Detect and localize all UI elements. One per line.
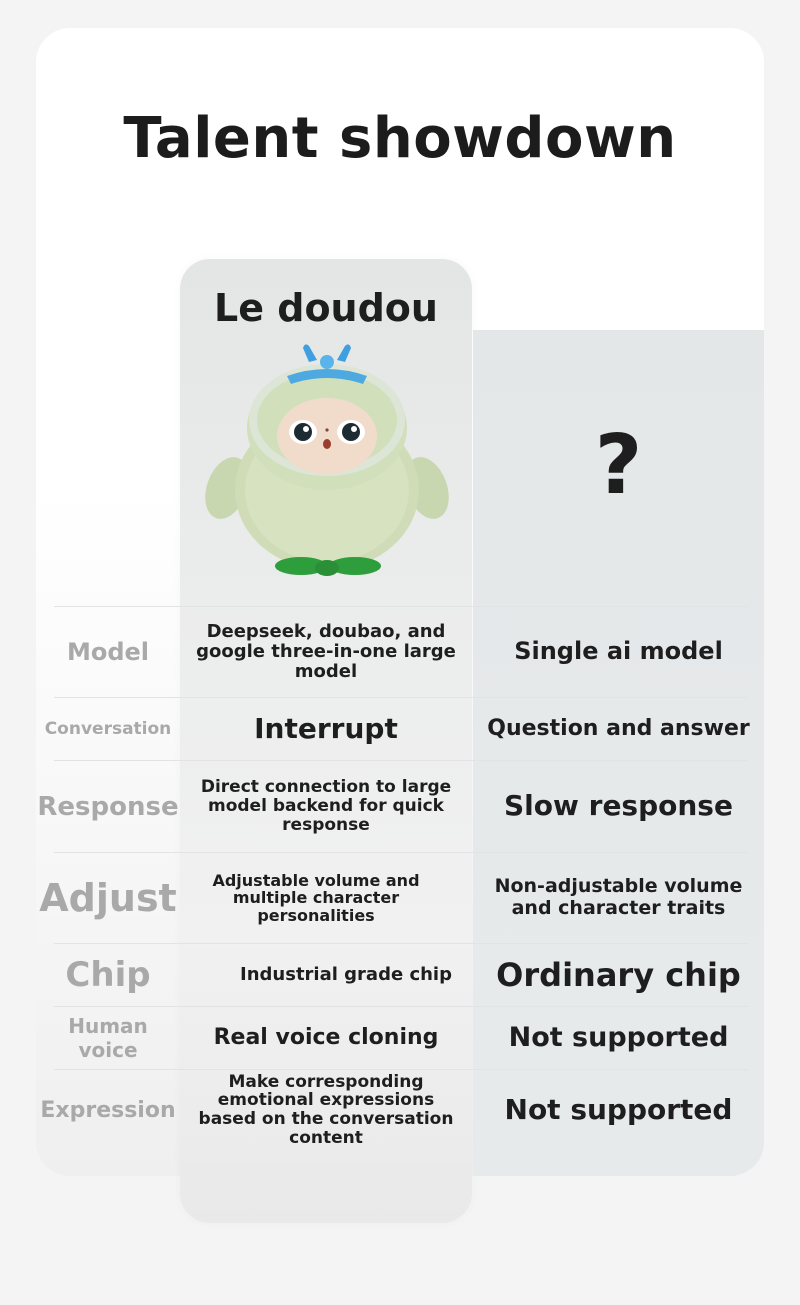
- product-feature-cell: Industrial grade chip: [240, 964, 452, 986]
- competitor-feature-cell: Not supported: [508, 1022, 729, 1054]
- competitor-feature-cell: Ordinary chip: [496, 955, 741, 994]
- product-name: Le doudou: [214, 286, 438, 330]
- competitor-feature-cell: Question and answer: [487, 716, 750, 742]
- product-feature-cell: Adjustable volume and multiple character personalities: [212, 870, 420, 925]
- competitor-feature-cell: Slow response: [504, 789, 733, 823]
- page-title: Talent showdown: [123, 106, 677, 171]
- product-feature-cell: Interrupt: [254, 711, 398, 745]
- product-feature-cell: Make corresponding emotional expressions based on the conversation content: [198, 1071, 454, 1148]
- row-label: Adjust: [39, 876, 177, 920]
- row-label: Conversation: [44, 719, 172, 739]
- row-label: Response: [37, 791, 179, 822]
- row-label: Chip: [65, 955, 151, 995]
- competitor-feature-cell: Single ai model: [514, 637, 723, 666]
- competitor-name: ?: [594, 418, 643, 513]
- product-feature-cell: Real voice cloning: [213, 1024, 439, 1050]
- product-feature-cell: Deepseek, doubao, and google three-in-one large model: [196, 621, 456, 682]
- row-label: Expression: [40, 1097, 176, 1123]
- competitor-feature-cell: Non-adjustable volume and character traits: [494, 875, 743, 919]
- product-feature-cell: Direct connection to large model backend for quick response: [200, 777, 452, 835]
- row-label: Human voice: [68, 1014, 148, 1062]
- row-label: Model: [66, 638, 150, 666]
- competitor-feature-cell: Not supported: [504, 1092, 733, 1126]
- mascot-image: [205, 340, 450, 580]
